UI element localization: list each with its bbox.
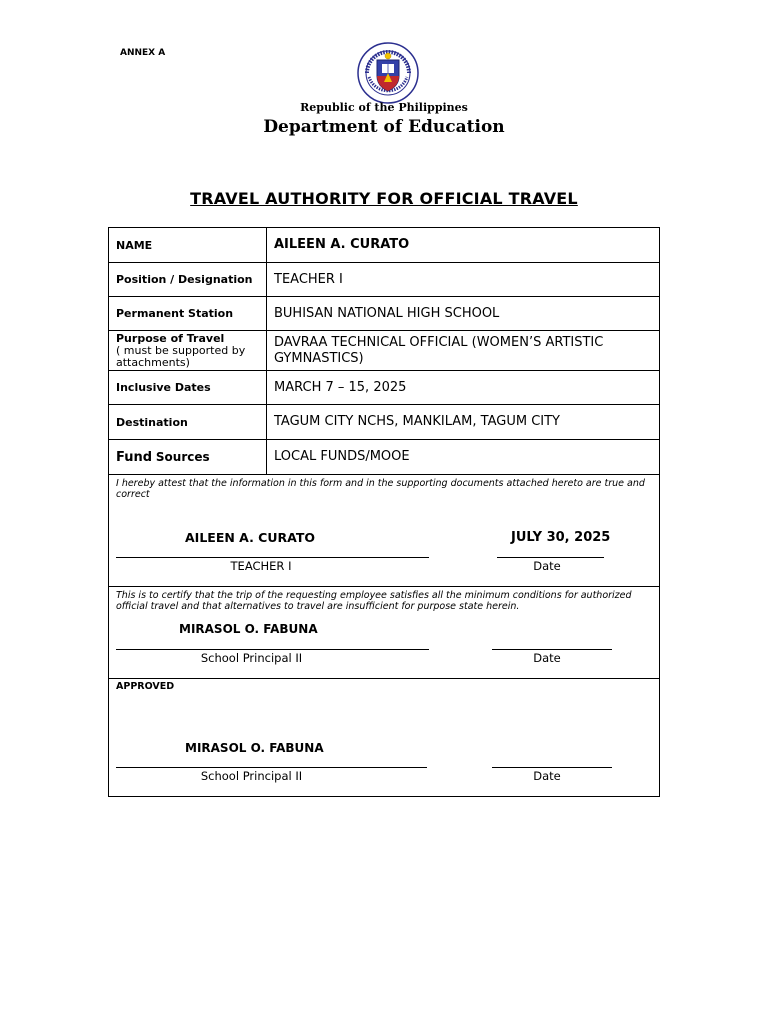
approval-signature-line — [116, 767, 427, 768]
row-dates — [109, 371, 659, 405]
certification-signer-name: MIRASOL O. FABUNA — [179, 622, 318, 636]
certification-statement: This is to certify that the trip of the requesting employee satisfies all the minimum conditions for authorized official travel and that alternatives to travel are insufficient for purpose state herein. — [116, 590, 632, 612]
position-label: Position / Designation — [109, 263, 267, 296]
attestation-statement: I hereby attest that the information in this form and in the supporting documents attached hereto are true and correct — [116, 478, 645, 500]
certification-date-line — [492, 649, 612, 650]
attestation-date-line — [497, 557, 604, 558]
republic-heading: Republic of the Philippines — [300, 101, 468, 114]
dates-label: Inclusive Dates — [109, 371, 267, 404]
row-fund — [109, 440, 659, 475]
approval-date-line — [492, 767, 612, 768]
purpose-value: DAVRAA TECHNICAL OFFICIAL (WOMEN’S ARTISTIC GYMNASTICS) — [274, 334, 604, 366]
attestation-date-value: JULY 30, 2025 — [511, 530, 611, 545]
certification-date-caption: Date — [533, 651, 561, 665]
approval-signer-name: MIRASOL O. FABUNA — [185, 741, 324, 755]
row-name — [109, 228, 659, 263]
annex-label: ANNEX A — [120, 48, 166, 58]
attestation-signer-name: AILEEN A. CURATO — [185, 530, 315, 545]
name-label: NAME — [109, 228, 267, 262]
approval-section — [109, 679, 659, 796]
attestation-date-caption: Date — [533, 559, 561, 573]
row-purpose — [109, 331, 659, 371]
deped-seal-logo — [357, 42, 419, 104]
approved-heading: APPROVED — [116, 681, 175, 692]
purpose-note: ( must be supported by attachments) — [116, 344, 246, 369]
fund-value: LOCAL FUNDS/MOOE — [274, 449, 410, 464]
certification-signature-line — [116, 649, 429, 650]
certification-signer-title: School Principal II — [200, 651, 303, 665]
form-title: TRAVEL AUTHORITY FOR OFFICIAL TRAVEL — [190, 189, 578, 208]
row-destination — [109, 405, 659, 440]
attestation-signer-title: TEACHER I — [230, 559, 292, 573]
name-value: AILEEN A. CURATO — [274, 237, 410, 252]
approval-date-caption: Date — [533, 769, 561, 783]
certification-section — [109, 587, 659, 679]
attestation-signature-line — [116, 557, 429, 558]
destination-label: Destination — [109, 405, 267, 439]
row-station — [109, 297, 659, 331]
station-value: BUHISAN NATIONAL HIGH SCHOOL — [274, 305, 500, 321]
purpose-label-cell — [109, 331, 267, 370]
travel-authority-form — [108, 227, 660, 797]
approval-signer-title: School Principal II — [200, 769, 303, 783]
fund-label-cell — [109, 440, 267, 474]
position-value: TEACHER I — [274, 271, 343, 287]
station-label: Permanent Station — [109, 297, 267, 330]
dates-value: MARCH 7 – 15, 2025 — [274, 379, 407, 395]
destination-value: TAGUM CITY NCHS, MANKILAM, TAGUM CITY — [274, 414, 560, 429]
fund-label-a: Fund — [116, 449, 153, 465]
row-position — [109, 263, 659, 297]
purpose-label: Purpose of Travel — [116, 332, 225, 345]
fund-label-b: Sources — [155, 449, 210, 464]
attestation-section — [109, 475, 659, 587]
department-heading: Department of Education — [263, 117, 505, 137]
